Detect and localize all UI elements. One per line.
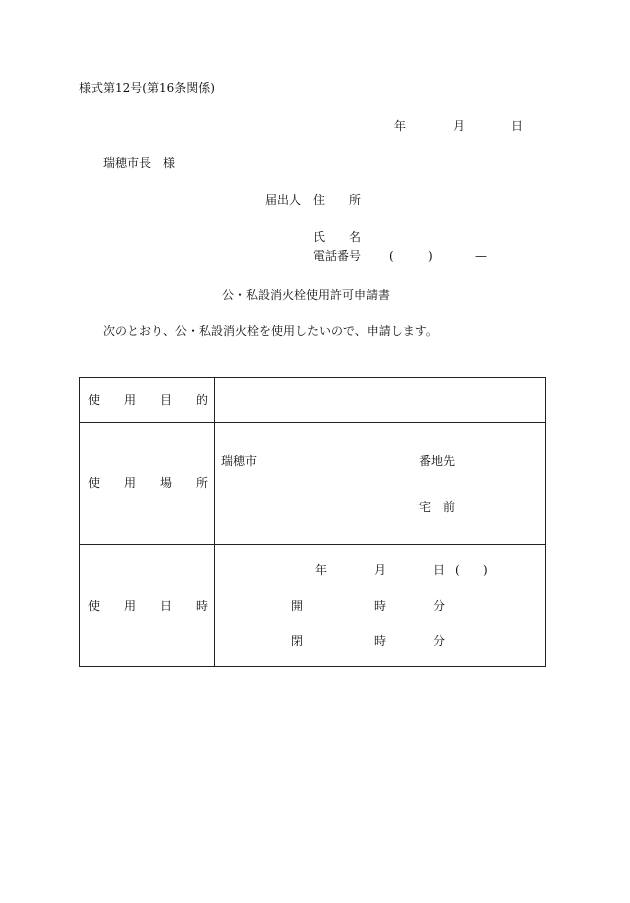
place-field[interactable] (216, 424, 544, 542)
purpose-label: 使 用 目 的 (88, 393, 208, 407)
date-year-label: 年 (394, 119, 407, 133)
datetime-label: 使 用 日 時 (88, 599, 208, 613)
place-city: 瑞穂市 (221, 454, 258, 468)
phone-dash: — (475, 249, 487, 263)
phone-paren-close: ) (428, 249, 433, 263)
open-hour-label: 時 (374, 599, 387, 613)
close-hour-label: 時 (374, 634, 387, 648)
close-minute-label: 分 (433, 634, 446, 648)
intro-text: 次のとおり、公・私設消火栓を使用したいので、申請します。 (103, 324, 438, 338)
place-label: 使 用 場 所 (88, 476, 208, 490)
applicant-label: 届出人 (265, 193, 302, 207)
name-label: 氏 名 (313, 230, 362, 244)
purpose-field[interactable] (216, 379, 544, 421)
form-number: 様式第12号(第16条関係) (79, 81, 215, 95)
use-date-month: 月 (374, 563, 387, 577)
date-month-label: 月 (453, 119, 466, 133)
open-minute-label: 分 (433, 599, 446, 613)
document-title: 公・私設消火栓使用許可申請書 (222, 288, 391, 302)
phone-label: 電話番号 (313, 249, 362, 263)
weekday-paren-open: ( (455, 563, 460, 577)
weekday-paren-close: ) (483, 563, 488, 577)
table-row-divider (80, 544, 545, 545)
place-lot-suffix: 番地先 (419, 454, 456, 468)
open-label: 開 (291, 599, 304, 613)
address-label: 住 所 (313, 193, 362, 207)
application-table (79, 377, 546, 667)
use-date-day: 日 (433, 563, 446, 577)
addressee: 瑞穂市長 様 (103, 156, 176, 170)
table-row-divider (80, 422, 545, 423)
use-date-year: 年 (315, 563, 328, 577)
place-residence-front: 宅 前 (419, 500, 456, 514)
phone-paren-open: ( (389, 249, 394, 263)
close-label: 閉 (291, 634, 304, 648)
date-day-label: 日 (511, 119, 524, 133)
